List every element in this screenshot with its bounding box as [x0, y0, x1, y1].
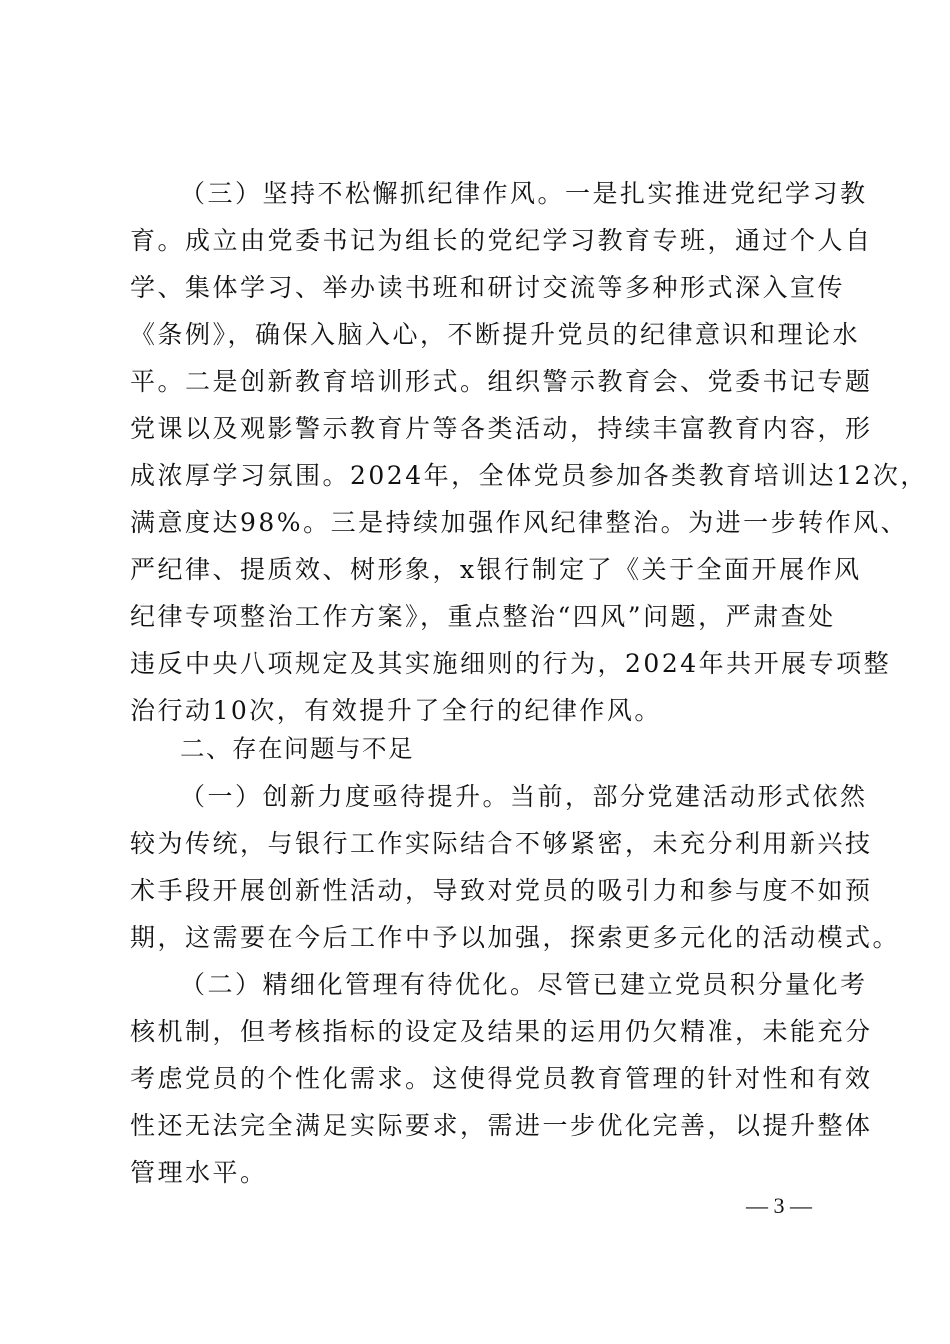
body-text-line: 治行动10次，有效提升了全行的纪律作风。	[130, 696, 662, 725]
subsection-one-heading-line: （一）创新力度亟待提升。当前，部分党建活动形式依然	[180, 782, 868, 811]
body-text-line: 平。二是创新教育培训形式。组织警示教育会、党委书记专题	[130, 367, 873, 396]
body-text-line: 管理水平。	[130, 1158, 268, 1187]
body-text-line: 考虑党员的个性化需求。这使得党员教育管理的针对性和有效	[130, 1064, 873, 1093]
page-number: — 3 —	[746, 1193, 812, 1218]
body-text-line: 核机制，但考核指标的设定及结果的运用仍欠精准，未能充分	[130, 1017, 873, 1046]
body-text-line: 学、集体学习、举办读书班和研讨交流等多种形式深入宣传	[130, 273, 846, 302]
subsection-two-heading-line: （二）精细化管理有待优化。尽管已建立党员积分量化考	[180, 970, 868, 999]
body-text-line: 期，这需要在今后工作中予以加强，探索更多元化的活动模式。	[130, 923, 901, 952]
body-text-line: 违反中央八项规定及其实施细则的行为，2024年共开展专项整	[130, 649, 892, 678]
section-three-heading-line: （三）坚持不松懈抓纪律作风。一是扎实推进党纪学习教	[180, 179, 868, 208]
body-text-line: 严纪律、提质效、树形象，x银行制定了《关于全面开展作风	[130, 555, 862, 584]
body-text-line: 党课以及观影警示教育片等各类活动，持续丰富教育内容，形	[130, 414, 873, 443]
body-text-line: 性还无法完全满足实际要求，需进一步优化完善，以提升整体	[130, 1111, 873, 1140]
body-text-line: 育。成立由党委书记为组长的党纪学习教育专班，通过个人自	[130, 226, 873, 255]
body-text-line: 成浓厚学习氛围。2024年，全体党员参加各类教育培训达12次，	[130, 461, 928, 490]
section-two-heading: 二、存在问题与不足	[180, 734, 414, 763]
body-text-line: 较为传统，与银行工作实际结合不够紧密，未充分利用新兴技	[130, 829, 873, 858]
body-text-line: 满意度达98%。三是持续加强作风纪律整治。为进一步转作风、	[130, 508, 909, 537]
body-text-line: 术手段开展创新性活动，导致对党员的吸引力和参与度不如预	[130, 876, 873, 905]
body-text-line: 纪律专项整治工作方案》，重点整治“四风”问题，严肃查处	[130, 602, 836, 631]
body-text-line: 《条例》，确保入脑入心，不断提升党员的纪律意识和理论水	[130, 320, 861, 349]
